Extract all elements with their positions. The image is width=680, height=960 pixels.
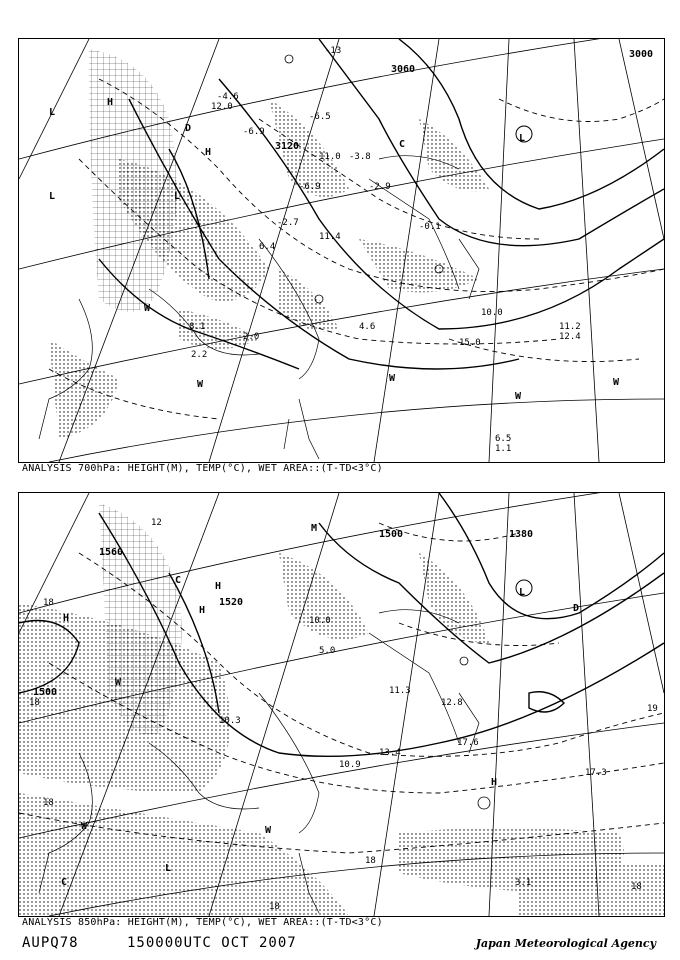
station-value: -2.7 bbox=[277, 218, 299, 228]
chart-850hpa bbox=[18, 492, 665, 917]
station-value: 12.0 bbox=[211, 102, 233, 112]
station-value: 13.4 bbox=[379, 748, 401, 758]
station-value: 10.3 bbox=[219, 716, 241, 726]
station-value: -3.8 bbox=[349, 152, 371, 162]
system-label: W bbox=[144, 303, 151, 314]
system-label: L bbox=[49, 191, 56, 202]
station-value: 11.0 bbox=[319, 152, 341, 162]
station-value: 11.2 bbox=[559, 322, 581, 332]
station-marker bbox=[478, 797, 490, 809]
station-value: 18 bbox=[29, 698, 40, 708]
station-value: 3.1 bbox=[515, 878, 532, 888]
station-value: -0.1 bbox=[419, 222, 441, 232]
station-value: 6.4 bbox=[259, 242, 276, 252]
station-value: 17.6 bbox=[457, 738, 479, 748]
station-value: -2.9 bbox=[369, 182, 391, 192]
height-label: 1500 bbox=[379, 529, 404, 540]
system-label: H bbox=[63, 613, 70, 624]
station-value: 11.3 bbox=[389, 686, 411, 696]
system-label: L bbox=[174, 191, 181, 202]
height-label: 3120 bbox=[275, 141, 300, 152]
station-value: 10.0 bbox=[481, 308, 503, 318]
station-value: 18 bbox=[631, 882, 642, 892]
height-label: 3060 bbox=[391, 64, 416, 75]
system-label: W bbox=[389, 373, 396, 384]
system-label: L bbox=[49, 107, 56, 118]
wet-areas bbox=[19, 503, 664, 916]
map-850hpa bbox=[19, 493, 664, 916]
station-value: -6.5 bbox=[309, 112, 331, 122]
station-value: 19 bbox=[647, 704, 658, 714]
station-value: 6.5 bbox=[495, 434, 512, 444]
station-value: -6.9 bbox=[243, 127, 265, 137]
station-marker bbox=[460, 657, 468, 665]
system-label: L bbox=[519, 587, 526, 598]
system-label: W bbox=[81, 821, 88, 832]
system-label: H bbox=[215, 581, 222, 592]
agency-name: Japan Meteorological Agency bbox=[475, 937, 656, 950]
system-label: C bbox=[175, 575, 182, 586]
system-label: L bbox=[165, 863, 172, 874]
caption-700hpa: ANALYSIS 700hPa: HEIGHT(M), TEMP(°C), WET AREA::(T-TD<3°C) bbox=[22, 463, 383, 474]
height-label: 1520 bbox=[219, 597, 244, 608]
station-value: 18 bbox=[269, 902, 280, 912]
station-marker bbox=[285, 55, 293, 63]
system-label: W bbox=[265, 825, 272, 836]
station-value: 18 bbox=[365, 856, 376, 866]
station-value: -6.9 bbox=[299, 182, 321, 192]
height-label: 1500 bbox=[33, 687, 58, 698]
height-label: 1380 bbox=[509, 529, 534, 540]
station-value: 17.3 bbox=[585, 768, 607, 778]
station-value: 15.0 bbox=[459, 338, 481, 348]
station-value: 8.1 bbox=[189, 322, 206, 332]
caption-850hpa: ANALYSIS 850hPa: HEIGHT(M), TEMP(°C), WET AREA::(T-TD<3°C) bbox=[22, 917, 383, 928]
station-value: 1.1 bbox=[495, 444, 512, 454]
height-label: 1560 bbox=[99, 547, 124, 558]
map-700hpa bbox=[19, 39, 664, 462]
system-label: W bbox=[515, 391, 522, 402]
station-value: 11.4 bbox=[319, 232, 341, 242]
station-value: -13 bbox=[325, 46, 342, 56]
station-value: 10.0 bbox=[309, 616, 331, 626]
station-value: 12.8 bbox=[441, 698, 463, 708]
station-value: 12.4 bbox=[559, 332, 581, 342]
system-label: H bbox=[199, 605, 206, 616]
chart-code: AUPQ78 bbox=[22, 935, 79, 951]
system-label: C bbox=[399, 139, 406, 150]
system-label: W bbox=[115, 677, 122, 688]
system-label: C bbox=[61, 877, 68, 888]
system-label: D bbox=[185, 123, 192, 134]
system-label: H bbox=[107, 97, 114, 108]
chart-700hpa bbox=[18, 38, 665, 463]
system-label: M bbox=[311, 523, 318, 534]
system-label: H bbox=[205, 147, 212, 158]
station-value: 2.0 bbox=[243, 332, 260, 342]
system-label: D bbox=[573, 603, 580, 614]
station-value: 18 bbox=[43, 598, 54, 608]
station-value: 10.9 bbox=[339, 760, 361, 770]
valid-time: 150000UTC OCT 2007 bbox=[127, 935, 297, 951]
system-label: L bbox=[519, 133, 526, 144]
system-label: H bbox=[491, 777, 498, 788]
station-value: 12 bbox=[151, 518, 162, 528]
station-value: 4.6 bbox=[359, 322, 376, 332]
station-value: 5.0 bbox=[319, 646, 336, 656]
system-label: W bbox=[197, 379, 204, 390]
station-value: 18 bbox=[43, 798, 54, 808]
system-label: W bbox=[613, 377, 620, 388]
height-label: 3000 bbox=[629, 49, 654, 60]
station-value: -4.6 bbox=[217, 92, 239, 102]
station-value: 2.2 bbox=[191, 350, 208, 360]
